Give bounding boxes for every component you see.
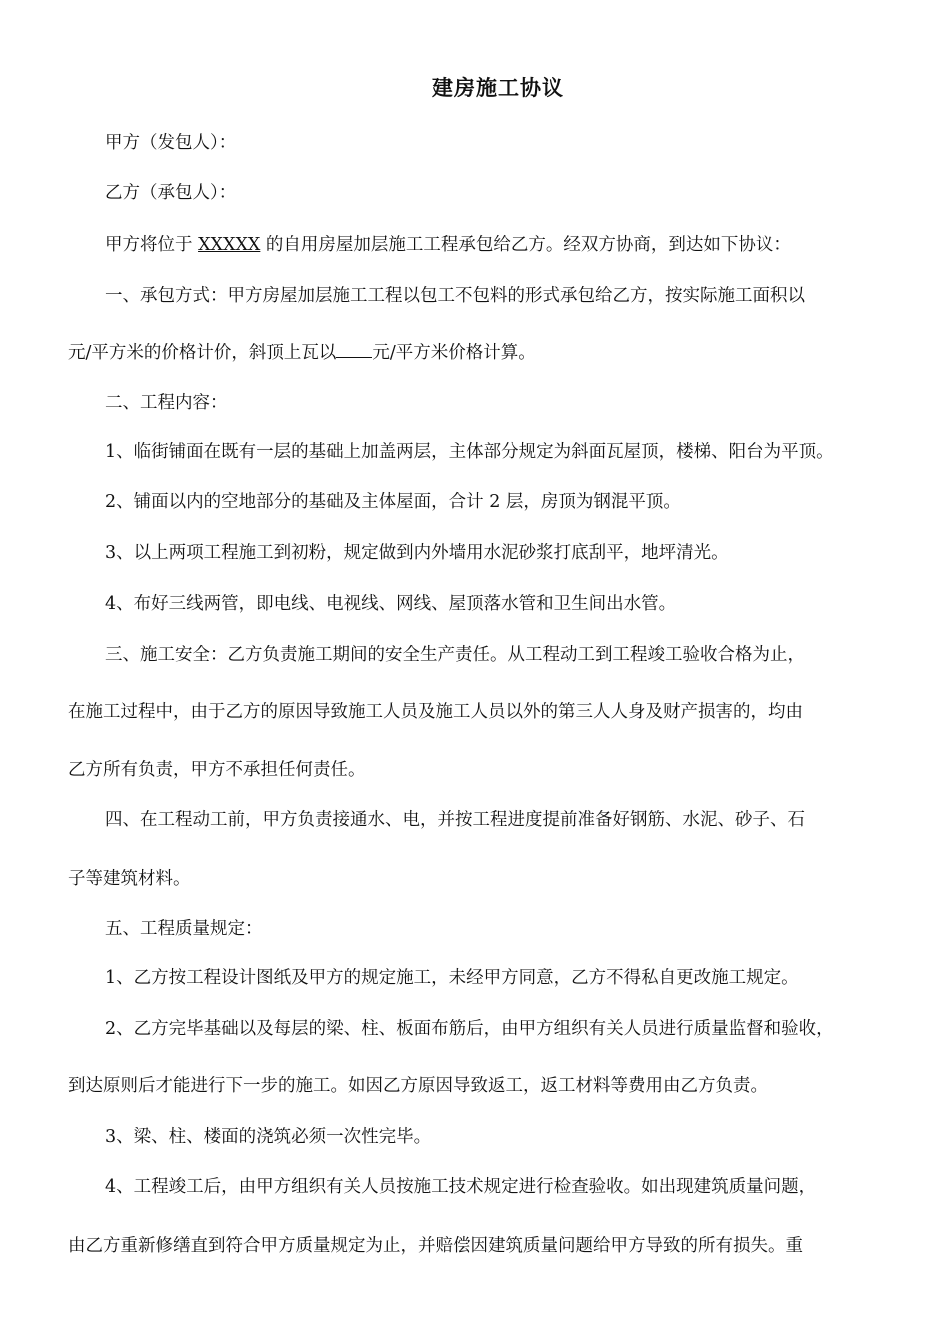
party-b-line: 乙方（承包人）： bbox=[105, 183, 237, 203]
section2-item1: 1、临街铺面在既有一层的基础上加盖两层，主体部分规定为斜面瓦屋顶，楼梯、阳台为平顶。 bbox=[105, 442, 834, 462]
section5-item1: 1、乙方按工程设计图纸及甲方的规定施工，未经甲方同意，乙方不得私自更改施工规定。 bbox=[105, 968, 799, 988]
intro-paragraph bbox=[105, 233, 791, 257]
section4-line2: 子等建筑材料。 bbox=[68, 869, 191, 889]
section2-heading: 二、工程内容： bbox=[105, 393, 228, 413]
intro-suffix: 的自用房屋加层施工工程承包给乙方。经双方协商，到达如下协议： bbox=[260, 235, 791, 255]
intro-prefix: 甲方将位于 bbox=[105, 235, 199, 255]
section5-item2-line1: 2、乙方完毕基础以及每层的梁、柱、板面布筋后，由甲方组织有关人员进行质量监督和验收， bbox=[105, 1019, 834, 1039]
section4-line1: 四、在工程动工前，甲方负责接通水、电，并按工程进度提前准备好钢筋、水泥、砂子、石 bbox=[105, 810, 805, 830]
section3-line3: 乙方所有负责，甲方不承担任何责任。 bbox=[68, 760, 366, 780]
section3-line2: 在施工过程中，由于乙方的原因导致施工人员及施工人员以外的第三人人身及财产损害的，均由 bbox=[68, 702, 803, 722]
section1-line1: 一、承包方式：甲方房屋加层施工工程以包工不包料的形式承包给乙方，按实际施工面积以 bbox=[105, 286, 805, 306]
section2-item2: 2、铺面以内的空地部分的基础及主体屋面，合计 2 层，房顶为钢混平顶。 bbox=[105, 492, 681, 512]
section5-heading: 五、工程质量规定： bbox=[105, 919, 263, 939]
section1-line2-b: 元/平方米价格计算。 bbox=[372, 343, 536, 363]
section5-item4-line2: 由乙方重新修缮直到符合甲方质量规定为止，并赔偿因建筑质量问题给甲方导致的所有损失。重 bbox=[68, 1236, 803, 1256]
section5-item3: 3、梁、柱、楼面的浇筑必须一次性完毕。 bbox=[105, 1127, 432, 1147]
price-blank bbox=[336, 341, 372, 358]
party-a-line: 甲方（发包人）： bbox=[105, 133, 237, 153]
section2-item3: 3、以上两项工程施工到初粉，规定做到内外墙用水泥砂浆打底刮平，地坪清光。 bbox=[105, 543, 729, 563]
section1-line2-a: 元/平方米的价格计价，斜顶上瓦以 bbox=[68, 343, 337, 363]
section2-item4: 4、布好三线两管，即电线、电视线、网线、屋顶落水管和卫生间出水管。 bbox=[105, 594, 677, 614]
intro-location: XXXXX bbox=[198, 235, 261, 255]
section1-line2 bbox=[68, 341, 536, 365]
document-title: 建房施工协议 bbox=[432, 76, 564, 100]
section5-item2-line2: 到达原则后才能进行下一步的施工。如因乙方原因导致返工，返工材料等费用由乙方负责。 bbox=[68, 1076, 768, 1096]
section5-item4-line1: 4、工程竣工后，由甲方组织有关人员按施工技术规定进行检查验收。如出现建筑质量问题， bbox=[105, 1177, 817, 1197]
section3-line1: 三、施工安全：乙方负责施工期间的安全生产责任。从工程动工到工程竣工验收合格为止， bbox=[105, 645, 805, 665]
